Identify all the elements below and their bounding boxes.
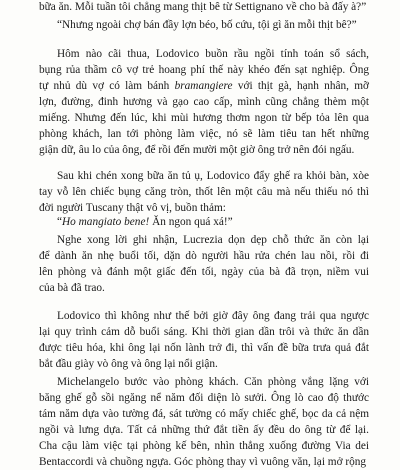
paragraph <box>39 0 369 15</box>
text-line: Nghe xong lời ghi nhận, Lucrezia dọn dẹp chỗ thức ăn còn lại <box>57 234 369 246</box>
text-line: giận dữ, âu lo của ông, để rồi đến mười một giờ ông trở nên đói ngấu. <box>39 144 355 156</box>
text-line: tám năm dựa vào tường đá, sát tường có mấy chiếc ghế, bọc da cả nệm <box>39 408 369 420</box>
text-line: ngồi và lưng dựa. Tất cả những thứ đắt tiền ấy đều do ông từ để lại. <box>39 424 369 436</box>
paragraph <box>39 232 369 296</box>
text-line: Michelangelo bước vào phòng khách. Căn phòng vắng lặng với <box>57 376 369 388</box>
paragraph <box>39 214 369 230</box>
text-line: tự nhủ dù vợ có làm bánh bramangiere với thịt gà, hạnh nhân, mỡ <box>39 80 369 92</box>
paragraph <box>39 308 369 372</box>
text-line: miếng. Nhưng đến lúc, khi mùi hương thơm ngon từ bếp tỏa lên qua <box>39 112 369 124</box>
text-line: bữa ăn. Mỗi tuần tôi chẳng mang thịt bê từ Settignano về cho bà đấy à?” <box>39 1 367 13</box>
text-line: lên phòng và đánh một giấc đến tối, ngày của bà đã trọn, niềm vui <box>39 266 369 278</box>
text-line: tay vỗ lên chiếc bụng căng tròn, thốt lên một câu mà nếu thiếu nó thì <box>39 186 369 198</box>
text-line: lại quy trình cảm dỗ buổi sáng. Khi thời gian dần trôi và thức ăn dần <box>39 326 369 338</box>
text-line: “Nhưng ngoài chợ bán đầy lợn béo, bố cứu, tội gì ăn mỗi thịt bê?” <box>57 19 357 31</box>
text-line: “Ho mangiato bene! Ăn ngon quá xá!” <box>57 216 233 228</box>
text-line: Cha cậu làm việc tại phòng kế bên, nhìn thẳng xuống đường Via dei <box>39 440 369 452</box>
paragraph <box>39 374 369 470</box>
text-line: phòng khách, lan tới phòng làm việc, nó sẽ làm tiêu tan hết những <box>39 128 369 140</box>
italic-phrase: bramangiere <box>174 80 233 92</box>
paragraph <box>39 168 369 216</box>
text-line: băng ghế gỗ sồi ngăng nể năm đối diện lò sưởi. Ông lò cao độ thước <box>39 392 369 404</box>
text-line: Hôm nào cãi thua, Lodovico buồn rầu ngồi tính toán sổ sách, <box>57 48 369 60</box>
paragraph <box>39 17 369 33</box>
text-line: Lodovico thì không như thế bởi giờ đây ông đang trải qua ngược <box>57 310 369 322</box>
paragraph <box>39 46 369 158</box>
text-line: để dành ăn nhẹ buổi tối, dặn dò người hầu rửa chén lau nồi, rồi đi <box>39 250 369 262</box>
text-line: Bentaccordi và chuồng ngựa. Góc phòng thay vì vuông văn, lại mở rộng <box>39 456 367 468</box>
text-line: bụng rủa thầm cô vợ trẻ hoang phí thế này khéo đến sạt nghiệp. Ông <box>39 64 369 76</box>
text-line: của bà đã trao. <box>39 282 105 294</box>
text-line: Sau khi chén xong bữa ăn tủ ụ, Lodovico đẩy ghế ra khỏi bàn, xòe <box>57 170 369 182</box>
text-line: được tiêu hóa, khi ông lại nốn lành trở đi, thì vấn đề bữa trưa quả đắt <box>39 342 369 354</box>
italic-phrase: Ho mangiato bene! <box>62 216 150 228</box>
text-line: bắt đầu giày vò ông và ông lại nổi giận. <box>39 358 218 370</box>
text-line: đời người Tuscany thật vô vị, buồn thảm: <box>39 202 226 214</box>
text-line: lợn, đường, đinh hương và gạo cao cấp, mình cũng chẳng thèm một <box>39 96 369 108</box>
